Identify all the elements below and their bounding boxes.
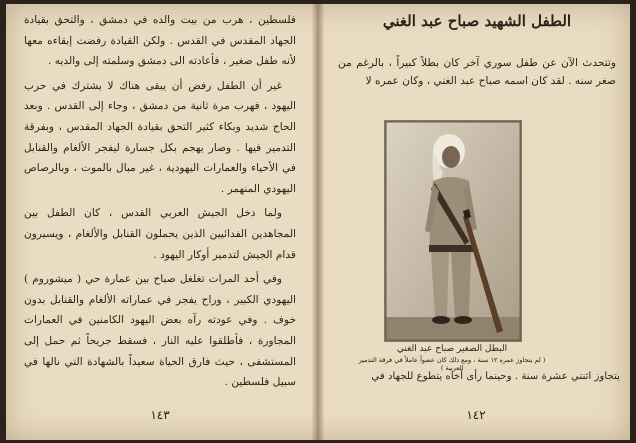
outro-text: يتجاوز اثنتي عشرة سنة . وحينما رأى أخاه يتطوع للجهاد في (371, 371, 620, 382)
paragraph: فلسطين ، هرب من بيت والده في دمشق ، والتحق بقيادة الجهاد المقدس في القدس . ولكن القيادة رفضت إبقاءه معها لأنه طفل صغير ، فأعادته الى دمشق وسلمته إلى والديه . (24, 14, 296, 68)
left-page-text (24, 10, 296, 393)
photo-caption-note: ( لم يتجاوز عمره ١٢ سنة ، ومع ذلك كان عضواً عاملاً في فرقة التدمير العربية ) (358, 356, 546, 372)
chapter-title: الطفل الشهيد صباح عبد الغني (382, 12, 572, 30)
right-page (322, 4, 630, 440)
paragraph: وفي أحد المرات تغلغل صباح بين عمارة حي ( ميشوروم ) اليهودي الكبير ، وراح يفجر في عماراته الألغام والقنابل بدون خوف . وفي عودته رآه بعض اليهود الكامنين في العمارات المجاورة ، فأطلقوا عليه النار ، فسقط جريحاً ثم حمل إلى المستشفى ، حيث فارق الحياة سعيداً بالشهادة التي نالها في سبيل فلسطين . (24, 273, 296, 389)
intro-text: وتتحدث الآن عن طفل سوري آخر كان بطلاً كبيراً ، بالرغم من صغر سنه . لقد كان اسمه صباح عبد الغني ، وكان عمره لا (338, 57, 616, 87)
paragraph: ولما دخل الجيش العربي القدس ، كان الطفل بين المجاهدين الفدائيين الذين يحملون القنابل والألغام ، ويسيرون قدام الجيش لتدمير أوكار اليهود . (24, 207, 296, 261)
page-number-left: ١٤٣ (150, 408, 170, 422)
left-page (6, 4, 314, 440)
portrait-photo (384, 120, 522, 342)
photo-caption: البطل الصغير صباح عبد الغني (396, 344, 508, 354)
book-spread (6, 4, 630, 440)
page-number-right: ١٤٢ (466, 408, 486, 422)
portrait-illustration (385, 121, 521, 341)
paragraph: غير أن الطفل رفض أن يبقى هناك لا يشترك في حرب اليهود ، فهرب مرة ثانية من دمشق ، وجاء إلى القدس . وبعد الحاح شديد وبكاء كثير التحق بقيادة الجهاد المقدس ، وبفرقة التدمير فيها . وصار يهجم بكل جسارة ليفجر الألغام والقنابل في الأحياء والعمارات اليهودية ، غير مبال بالموت ، وبالرصاص اليهودي المنهمر . (24, 79, 296, 195)
